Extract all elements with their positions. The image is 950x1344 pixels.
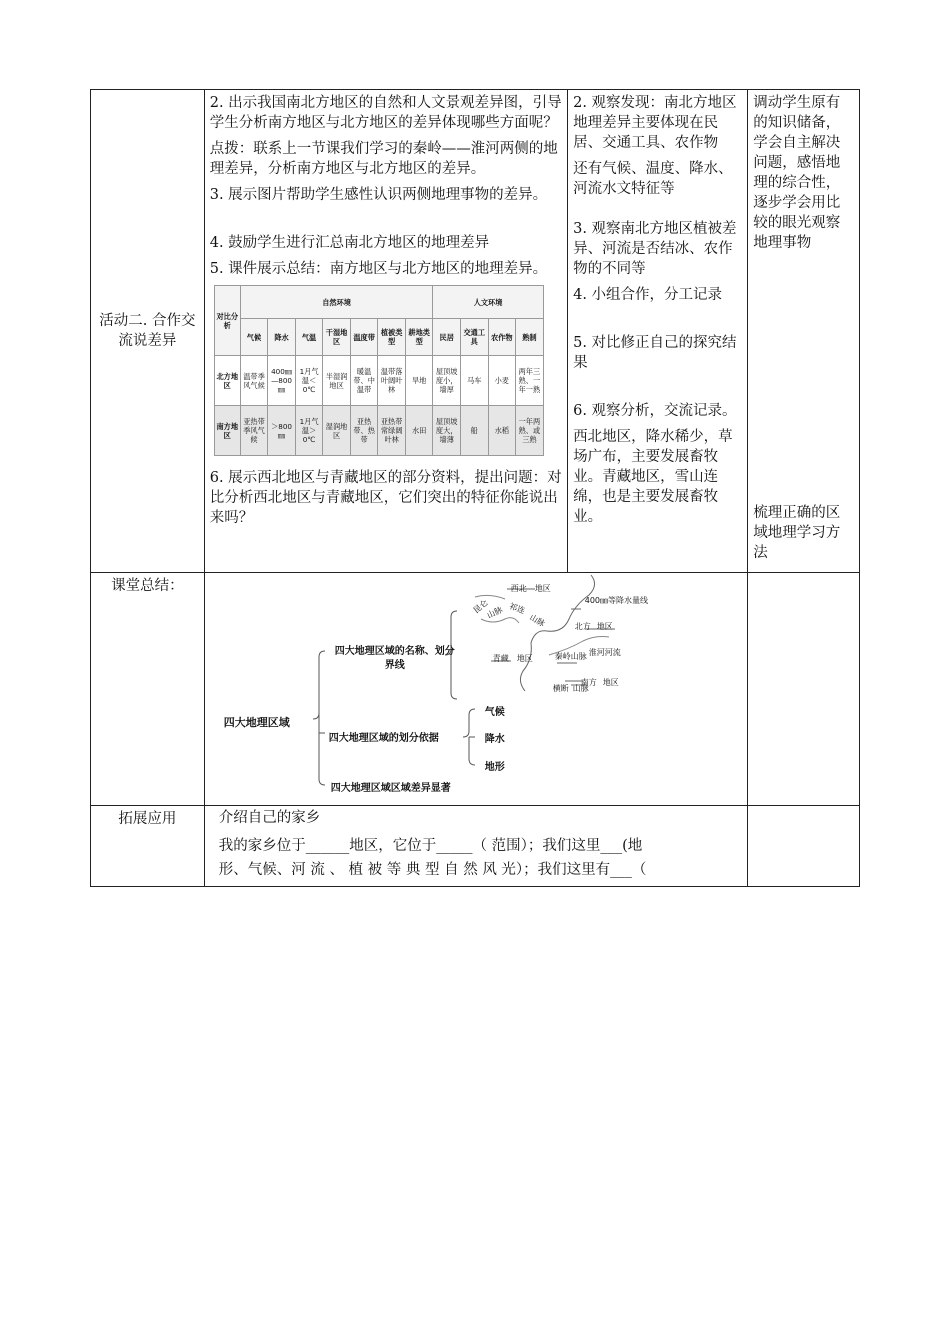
north-south-compare-table — [214, 285, 544, 456]
student-step-6: 6. 观察分析，交流记录。 — [573, 403, 737, 419]
teacher-step-2: 2. 出示我国南北方地区的自然和人文景观差异图，引导学生分析南方地区与北方地区的差异体现哪些方面呢？ — [209, 95, 562, 131]
extension-line-2: 形、气候、河 流 、 植 被 等 典 型 自 然 风 光）；我们这里有___（ — [218, 862, 647, 878]
student-step-6b: 西北地区，降水稀少，草场广布，主要发展畜牧业。青藏地区，雪山连绵，也是主要发展畜牧业。 — [573, 429, 733, 525]
intent-1: 调动学生原有的知识储备，学会自主解决问题，感悟地理的综合性，逐步学会用比较的眼光观察地理事物 — [753, 95, 841, 251]
col-header: 气候 — [240, 319, 268, 356]
basis-precipitation: 降水 — [484, 734, 505, 745]
teacher-hint: 点拨：联系上一节课我们学习的秦岭——淮河两侧的地理差异，分析南方地区与北方地区的差异。 — [209, 141, 558, 177]
south-cell: ＞800㎜ — [268, 406, 296, 456]
map-label-mountain: 山脉 — [572, 684, 589, 693]
col-header: 降水 — [268, 319, 296, 356]
south-cell: 水田 — [405, 406, 433, 456]
north-cell: 暖温带、中温带 — [350, 356, 378, 406]
intent-2: 梳理正确的区域地理学习方法 — [753, 505, 841, 561]
extension-row — [91, 806, 860, 887]
south-cell: 屋顶坡度大，墙薄 — [433, 406, 461, 456]
south-cell: 1月气温＞0℃ — [295, 406, 323, 456]
north-cell: 400㎜—800㎜ — [268, 356, 296, 406]
south-row — [214, 406, 543, 456]
north-label: 北方地区 — [214, 356, 240, 406]
activity2-label: 活动二. 合作交流说差异 — [91, 90, 205, 573]
teacher-step-5: 5. 课件展示总结：南方地区与北方地区的地理差异。 — [209, 261, 548, 277]
col-header: 温度带 — [350, 319, 378, 356]
group-natural: 自然环境 — [240, 286, 433, 319]
map-label-mountain: 山脉 — [485, 605, 504, 621]
map-label-qilian: 祁连 — [507, 601, 526, 616]
student-step-2: 2. 观察发现：南北方地区地理差异主要体现在民居、交通工具、农作物 — [573, 95, 737, 151]
map-label-north: 北方 — [574, 622, 591, 631]
mind-map-branch-difference: 四大地理区域区域差异显著 — [330, 783, 451, 794]
col-header: 植被类型 — [378, 319, 406, 356]
north-cell: 旱地 — [405, 356, 433, 406]
north-cell: 1月气温＜0℃ — [295, 356, 323, 406]
north-cell: 两年三熟、一年一熟 — [516, 356, 544, 406]
col-header: 农作物 — [488, 319, 516, 356]
mind-map-root: 四大地理区域 — [223, 716, 290, 729]
north-row — [214, 356, 543, 406]
mind-map-branch-basis: 四大地理区域的划分依据 — [328, 733, 439, 744]
north-cell: 马车 — [460, 356, 488, 406]
lesson-table — [90, 89, 860, 887]
summary-label: 课堂总结： — [91, 573, 205, 806]
student-step-4: 4. 小组合作，分工记录 — [573, 287, 723, 303]
map-label-area: 地区 — [602, 678, 619, 687]
south-cell: 亚热带季风气候 — [240, 406, 268, 456]
south-cell: 船 — [460, 406, 488, 456]
student-activity-cell — [568, 90, 748, 573]
summary-intent-cell — [748, 573, 860, 806]
north-cell: 屋顶坡度小，墙厚 — [433, 356, 461, 406]
map-label-area: 地区 — [516, 654, 533, 663]
student-step-5: 5. 对比修正自己的探究结果 — [573, 335, 737, 371]
extension-line-1: 我的家乡位于______地区，它位于_____（ 范围）；我们这里___(地 — [218, 838, 643, 854]
group-human: 人文环境 — [433, 286, 543, 319]
north-cell: 温带落叶阔叶林 — [378, 356, 406, 406]
map-label-huaihe: 淮河河流 — [588, 648, 621, 657]
basis-climate: 气候 — [484, 707, 505, 718]
map-label-qinling: 秦岭山脉 — [554, 652, 587, 661]
teacher-step-3: 3. 展示图片帮助学生感性认识两侧地理事物的差异。 — [209, 187, 548, 203]
teacher-step-4: 4. 鼓励学生进行汇总南北方地区的地理差异 — [209, 235, 490, 251]
extension-label: 拓展应用 — [91, 806, 205, 887]
summary-row — [91, 573, 860, 806]
teacher-activity-cell — [204, 90, 567, 573]
student-step-2b: 还有气候、温度、降水、河流水文特征等 — [573, 161, 733, 197]
map-label-northwest: 西北 — [510, 584, 527, 593]
south-label: 南方地区 — [214, 406, 240, 456]
map-label-area: 地区 — [534, 584, 551, 593]
south-cell: 亚热带、热带 — [350, 406, 378, 456]
south-cell: 亚热带常绿阔叶林 — [378, 406, 406, 456]
compare-corner: 对比分析 — [214, 286, 240, 356]
summary-cell — [204, 573, 748, 806]
north-cell: 小麦 — [488, 356, 516, 406]
map-label-isohyet: 400㎜等降水量线 — [584, 596, 649, 605]
design-intent-cell — [748, 90, 860, 573]
student-step-3: 3. 观察南北方地区植被差异、河流是否结冰、农作物的不同等 — [573, 221, 737, 277]
north-cell: 温带季风气候 — [240, 356, 268, 406]
extension-cell — [204, 806, 748, 887]
extension-title: 介绍自己的家乡 — [218, 810, 321, 826]
map-label-area: 地区 — [596, 622, 613, 631]
map-label-kunlun: 昆仑 — [471, 598, 490, 616]
north-cell: 半湿润地区 — [323, 356, 351, 406]
map-label-qingzang: 青藏 — [492, 654, 509, 663]
col-header: 交通工具 — [460, 319, 488, 356]
map-label-mountain: 山脉 — [527, 612, 547, 629]
south-cell: 水稻 — [488, 406, 516, 456]
extension-intent-cell — [748, 806, 860, 887]
col-header: 民居 — [433, 319, 461, 356]
map-label-south: 南方 — [580, 678, 597, 687]
mind-map-branch-names: 四大地理区域的名称、划分界线 — [334, 646, 455, 671]
south-cell: 一年两熟、或三熟 — [516, 406, 544, 456]
col-header: 气温 — [295, 319, 323, 356]
col-header: 干湿地区 — [323, 319, 351, 356]
basis-terrain: 地形 — [484, 762, 505, 773]
col-header: 耕地类型 — [405, 319, 433, 356]
teacher-step-6: 6. 展示西北地区与青藏地区的部分资料，提出问题：对比分析西北地区与青藏地区，它们突出的特征你能说出来吗？ — [209, 470, 562, 526]
south-cell: 湿润地区 — [323, 406, 351, 456]
activity2-row — [91, 90, 860, 573]
col-header: 熟制 — [516, 319, 544, 356]
mind-map — [205, 573, 761, 805]
map-label-hengduan: 横断 — [552, 684, 569, 693]
